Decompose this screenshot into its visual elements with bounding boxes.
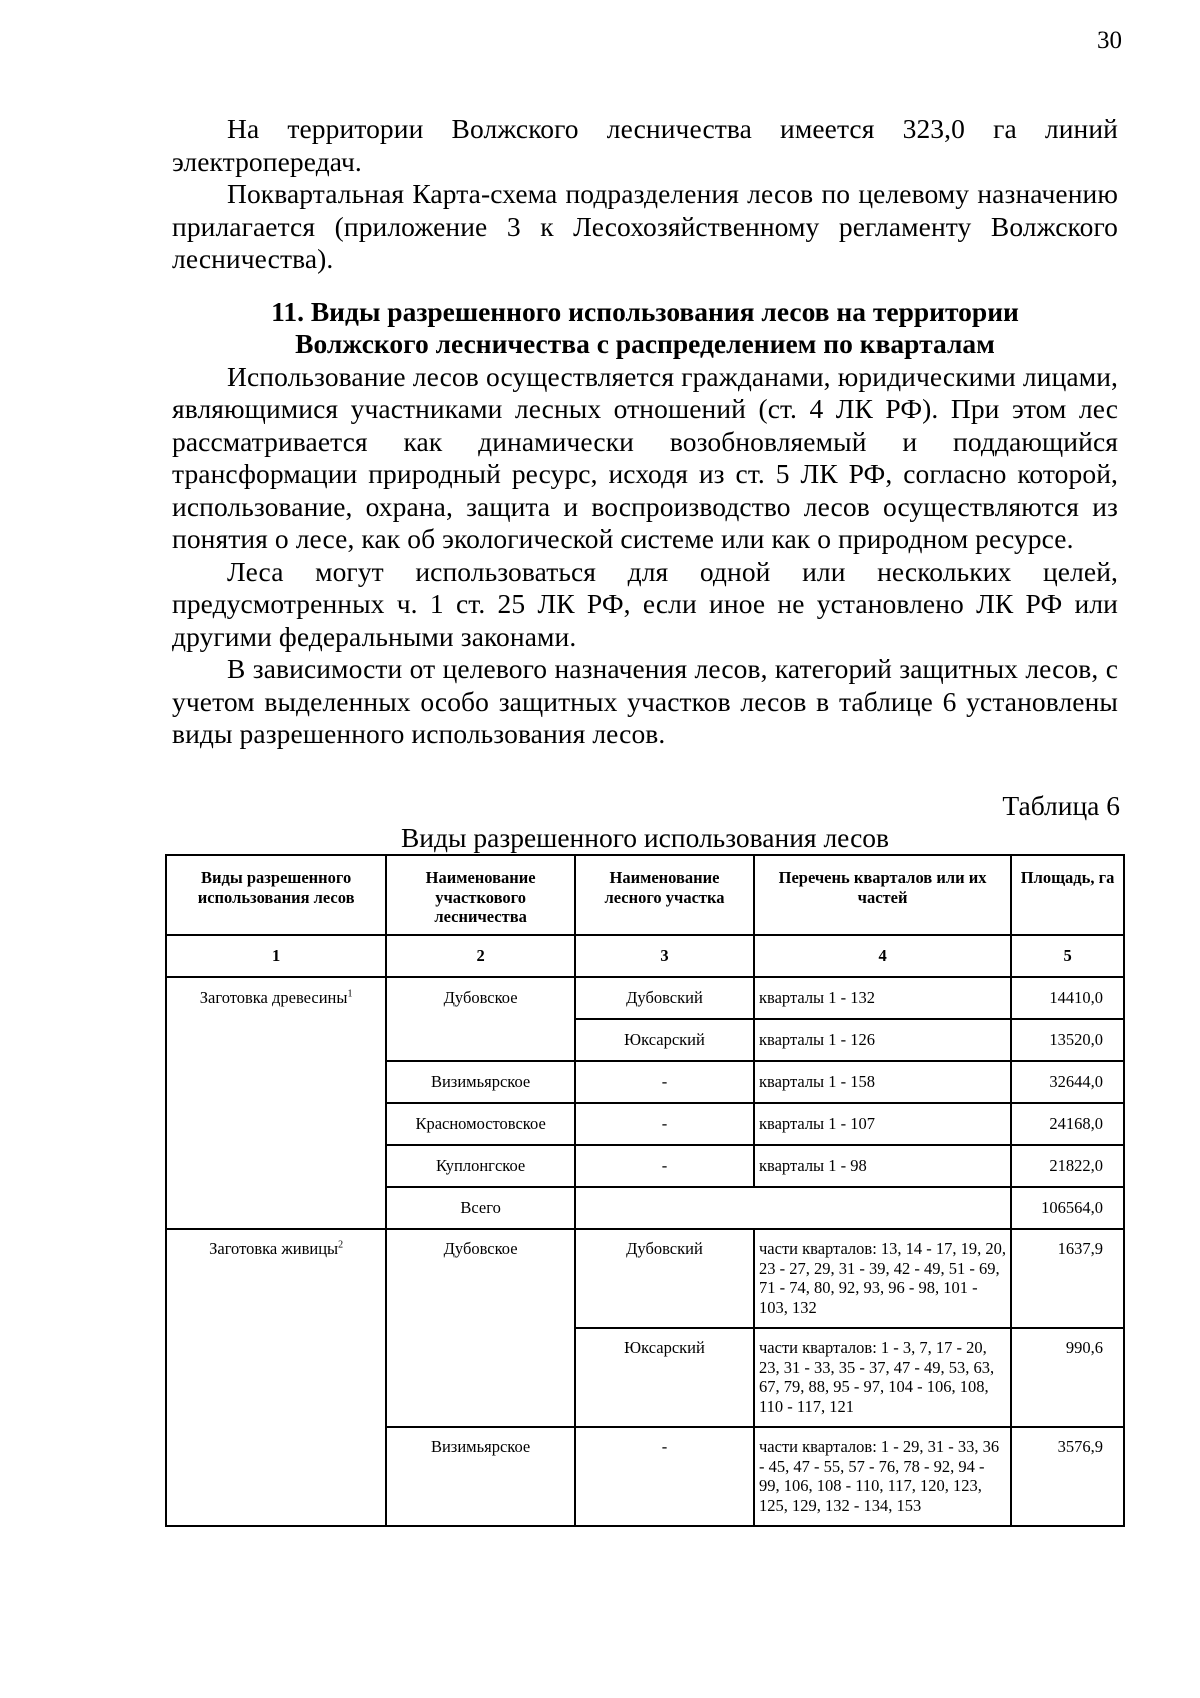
header-area: Площадь, га: [1011, 855, 1124, 935]
section-heading-line-2: Волжского лесничества с распределением по кварталам: [295, 328, 995, 359]
column-number: 5: [1011, 935, 1124, 977]
area-cell: 3576,9: [1011, 1427, 1124, 1526]
section-heading: [172, 296, 1118, 361]
column-number: 1: [166, 935, 386, 977]
quarters-cell: кварталы 1 - 98: [754, 1145, 1011, 1187]
paragraph-forest-use: Использование лесов осуществляется гражданами, юридическими лицами, являющимися участниками лесных отношений (ст. 4 ЛК РФ). При этом лес рассматривается как динамически возобновляемый и поддающийся трансформации природный ресурс, исходя из ст. 5 ЛК РФ, согласно которой, использование, охрана, защита и воспроизводство лесов осуществляются из понятия о лесе, как об экологической системе или как о природном ресурсе.: [172, 360, 1118, 554]
total-label-cell: Всего: [386, 1187, 575, 1229]
use-type-cell: [166, 977, 386, 1229]
paragraph-purposes: Леса могут использоваться для одной или нескольких целей, предусмотренных ч. 1 ст. 25 ЛК РФ, если иное не установлено ЛК РФ или другими федеральными законами.: [172, 555, 1118, 652]
plot-cell: -: [575, 1427, 754, 1526]
footnote-mark: 2: [338, 1239, 344, 1251]
table-row: [166, 1229, 1124, 1328]
header-district-forestry: Наименование участкового лесничества: [386, 855, 575, 935]
table-header-row: [166, 855, 1124, 935]
quarters-cell: части кварталов: 1 - 29, 31 - 33, 36 - 45, 47 - 55, 57 - 76, 78 - 92, 94 - 99, 106, 108 - 110, 117, 120, 123, 125, 129, 132 - 134, 153: [754, 1427, 1011, 1526]
table-row: [166, 977, 1124, 1019]
forestry-cell: Красномостовское: [386, 1103, 575, 1145]
forestry-cell: Визимьярское: [386, 1061, 575, 1103]
area-cell: 1637,9: [1011, 1229, 1124, 1328]
header-quarters: Перечень кварталов или их частей: [754, 855, 1011, 935]
use-type-label: Заготовка древесины: [199, 988, 348, 1007]
paragraph-map-scheme: Поквартальная Карта-схема подразделения лесов по целевому назначению прилагается (приложение 3 к Лесохозяйственному регламенту Волжского лесничества).: [172, 178, 1118, 274]
quarters-cell: кварталы 1 - 107: [754, 1103, 1011, 1145]
plot-cell: Юксарский: [575, 1328, 754, 1427]
table-column-number-row: [166, 935, 1124, 977]
total-area-cell: 106564,0: [1011, 1187, 1124, 1229]
quarters-cell: кварталы 1 - 126: [754, 1019, 1011, 1061]
forestry-cell: Куплонгское: [386, 1145, 575, 1187]
header-use-type: Виды разрешенного использования лесов: [166, 855, 386, 935]
body-text: [172, 113, 1118, 751]
area-cell: 14410,0: [1011, 977, 1124, 1019]
area-cell: 21822,0: [1011, 1145, 1124, 1187]
area-cell: 13520,0: [1011, 1019, 1124, 1061]
area-cell: 32644,0: [1011, 1061, 1124, 1103]
header-forest-plot: Наименование лесного участка: [575, 855, 754, 935]
forestry-cell: Дубовское: [386, 977, 575, 1061]
area-cell: 24168,0: [1011, 1103, 1124, 1145]
page-number: 30: [1097, 27, 1122, 54]
plot-cell: -: [575, 1103, 754, 1145]
forest-use-table: [165, 854, 1125, 1527]
use-type-label: Заготовка живицы: [209, 1239, 339, 1258]
quarters-cell: части кварталов: 13, 14 - 17, 19, 20, 23 - 27, 29, 31 - 39, 42 - 49, 51 - 69, 71 - 74, 80, 92, 93, 96 - 98, 101 - 103, 132: [754, 1229, 1011, 1328]
column-number: 2: [386, 935, 575, 977]
use-type-cell: [166, 1229, 386, 1526]
quarters-cell: кварталы 1 - 132: [754, 977, 1011, 1019]
table-label: Таблица 6: [1002, 790, 1120, 821]
plot-cell: -: [575, 1145, 754, 1187]
forestry-cell: Дубовское: [386, 1229, 575, 1427]
table-title: Виды разрешенного использования лесов: [400, 822, 890, 853]
plot-cell: Дубовский: [575, 1229, 754, 1328]
plot-cell: Дубовский: [575, 977, 754, 1019]
area-cell: 990,6: [1011, 1328, 1124, 1427]
plot-cell: -: [575, 1061, 754, 1103]
plot-cell: Юксарский: [575, 1019, 754, 1061]
column-number: 4: [754, 935, 1011, 977]
column-number: 3: [575, 935, 754, 977]
quarters-cell: кварталы 1 - 158: [754, 1061, 1011, 1103]
quarters-cell: части кварталов: 1 - 3, 7, 17 - 20, 23, 31 - 33, 35 - 37, 47 - 49, 53, 63, 67, 79, 88, 95 - 97, 104 - 106, 108, 110 - 117, 121: [754, 1328, 1011, 1427]
footnote-mark: 1: [347, 988, 353, 1000]
forestry-cell: Визимьярское: [386, 1427, 575, 1526]
total-empty-cell: [575, 1187, 1011, 1229]
section-heading-line-1: 11. Виды разрешенного использования лесов на территории: [271, 295, 1019, 327]
paragraph-table-intro: В зависимости от целевого назначения лесов, категорий защитных лесов, с учетом выделенных особо защитных участков лесов в таблице 6 установлены виды разрешенного использования лесов.: [172, 653, 1118, 749]
paragraph-power-lines: На территории Волжского лесничества имеется 323,0 га линий электропередач.: [172, 113, 1118, 177]
